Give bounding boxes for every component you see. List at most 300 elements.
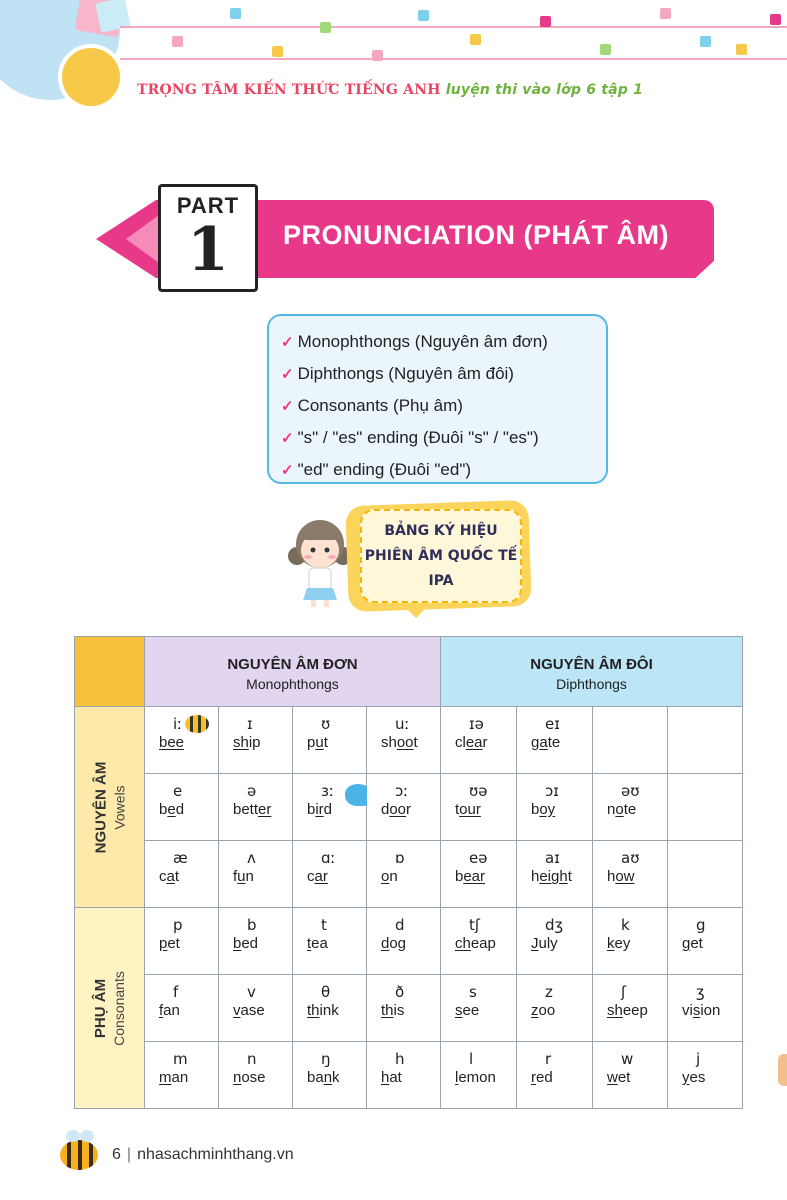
- ipa-cell: [441, 975, 517, 1042]
- monophthongs-header: [145, 637, 441, 707]
- bee-logo-icon: [60, 1140, 98, 1170]
- decor-dot: [470, 34, 481, 45]
- word-highlight: bee: [159, 734, 185, 751]
- ipa-symbol: e: [173, 782, 183, 800]
- word-suffix: d: [323, 801, 333, 818]
- ipa-cell: [293, 774, 367, 841]
- side-label-sub: Consonants: [111, 970, 127, 1046]
- ipa-symbol: s: [469, 983, 477, 1001]
- table-row: [75, 841, 743, 908]
- word-prefix: ba: [307, 1069, 324, 1086]
- topic-item: [281, 422, 606, 454]
- ipa-symbol: w: [621, 1050, 634, 1068]
- word-highlight: eigh: [539, 868, 568, 885]
- word-suffix: n: [389, 868, 398, 885]
- word-suffix: an: [171, 1069, 189, 1086]
- example-word: [307, 734, 366, 751]
- word-highlight: s: [455, 1002, 463, 1019]
- example-word: [682, 935, 742, 952]
- word-suffix: og: [389, 935, 407, 952]
- example-word: [307, 1069, 366, 1086]
- table-corner: [75, 637, 145, 707]
- ipa-cell: [517, 707, 593, 774]
- mono-header-sub: Monophthongs: [246, 675, 339, 692]
- side-label-sub: Vowels: [111, 784, 128, 830]
- decor-dot: [660, 8, 671, 19]
- ipa-cell: [441, 1042, 517, 1109]
- word-highlight: sh: [233, 734, 249, 751]
- ipa-cell: [441, 707, 517, 774]
- ipa-cell: [517, 1042, 593, 1109]
- ipa-symbol: ʃ: [621, 983, 627, 1001]
- example-word: [607, 1002, 667, 1019]
- ipa-symbol: æ: [173, 849, 188, 867]
- example-word: [381, 935, 440, 952]
- word-suffix: ose: [241, 1069, 266, 1086]
- ipa-symbol: j: [696, 1050, 701, 1068]
- example-word: [233, 1069, 292, 1086]
- ipa-symbol: n: [247, 1050, 257, 1068]
- ipa-symbol: tʃ: [469, 916, 480, 934]
- word-suffix: t: [567, 868, 572, 885]
- diphthongs-header: [441, 637, 743, 707]
- example-word: [531, 868, 592, 885]
- word-prefix: b: [307, 801, 316, 818]
- word-highlight: our: [459, 801, 481, 818]
- word-highlight: J: [531, 935, 539, 952]
- ipa-cell: [668, 975, 743, 1042]
- word-highlight: r: [531, 1069, 536, 1086]
- ipa-cell: [367, 975, 441, 1042]
- word-highlight: ow: [615, 868, 635, 885]
- book-title-main: TRỌNG TÂM KIẾN THỨC TIẾNG ANH: [137, 82, 441, 98]
- word-highlight: ar: [314, 868, 328, 885]
- example-word: [531, 734, 592, 751]
- decor-dot: [540, 16, 551, 27]
- decor-dot: [600, 44, 611, 55]
- decor-dot: [770, 14, 781, 25]
- word-suffix: r: [406, 801, 412, 818]
- ipa-cell: [593, 774, 668, 841]
- word-highlight: u: [237, 868, 246, 885]
- word-suffix: t: [413, 734, 418, 751]
- word-suffix: eap: [470, 935, 496, 952]
- word-suffix: ink: [319, 1002, 339, 1019]
- decor-line: [120, 26, 787, 28]
- table-header-row: [75, 637, 743, 707]
- ipa-symbol: b: [247, 916, 257, 934]
- word-prefix: d: [381, 801, 390, 818]
- word-suffix: te: [623, 801, 637, 818]
- ipa-symbol: ŋ: [321, 1050, 331, 1068]
- table-row: [75, 975, 743, 1042]
- table-row: [75, 1042, 743, 1109]
- example-word: [607, 1069, 667, 1086]
- word-prefix: t: [455, 801, 460, 818]
- word-suffix: uly: [538, 935, 558, 952]
- decor-line: [120, 58, 787, 60]
- check-icon: ✓: [281, 366, 294, 383]
- example-word: [381, 734, 440, 751]
- ipa-cell: [219, 707, 293, 774]
- ipa-cell: [145, 908, 219, 975]
- ipa-symbol: eə: [469, 849, 488, 867]
- topics-list: [267, 314, 608, 484]
- ipa-cell: [593, 975, 668, 1042]
- word-highlight: er: [258, 801, 272, 818]
- decor-dot: [172, 36, 183, 47]
- word-highlight: n: [233, 1069, 242, 1086]
- side-label-main: NGUYÊN ÂM: [92, 761, 110, 853]
- ipa-badge-line3: IPA: [428, 573, 454, 589]
- check-icon: ✓: [281, 430, 294, 447]
- example-word: [455, 935, 516, 952]
- word-suffix: ion: [700, 1002, 721, 1019]
- decor-circle-yellow: [58, 44, 124, 110]
- ipa-cell: [219, 975, 293, 1042]
- word-prefix: b: [531, 801, 540, 818]
- word-suffix: at: [389, 1069, 402, 1086]
- topic-item: [281, 454, 606, 486]
- ipa-symbol: ɔɪ: [545, 782, 559, 800]
- decor-dot: [372, 50, 383, 61]
- ipa-cell: [367, 1042, 441, 1109]
- ipa-cell: [668, 707, 743, 774]
- ipa-symbol: ɒ: [395, 849, 405, 867]
- example-word: [233, 868, 292, 885]
- word-prefix: p: [307, 734, 316, 751]
- publisher-site: nhasachminhthang.vn: [137, 1146, 294, 1163]
- ipa-cell: [293, 707, 367, 774]
- topic-text: Monophthongs (Nguyên âm đơn): [297, 332, 548, 351]
- ipa-badge: [360, 509, 522, 603]
- example-word: [233, 1002, 292, 1019]
- ipa-symbol: m: [173, 1050, 188, 1068]
- ipa-cell: [219, 1042, 293, 1109]
- part-banner: [96, 193, 714, 285]
- example-word: [455, 868, 516, 885]
- ipa-symbol: ʌ: [247, 849, 256, 867]
- word-highlight: m: [159, 1069, 172, 1086]
- word-highlight: ear: [463, 868, 486, 885]
- word-highlight: th: [381, 1002, 394, 1019]
- ipa-symbol: d: [395, 916, 405, 934]
- word-suffix: is: [393, 1002, 405, 1019]
- ipa-symbol: ʊə: [469, 782, 488, 800]
- word-suffix: ey: [614, 935, 631, 952]
- ipa-cell: [293, 908, 367, 975]
- ipa-cell: [668, 1042, 743, 1109]
- word-suffix: ase: [240, 1002, 265, 1019]
- topic-item: [281, 390, 606, 422]
- example-word: [455, 1069, 516, 1086]
- word-highlight: o: [615, 801, 624, 818]
- word-prefix: c: [159, 868, 167, 885]
- table-row: [75, 908, 743, 975]
- word-suffix: oo: [538, 1002, 556, 1019]
- ipa-badge-line1: BẢNG KÝ HIỆU: [384, 523, 498, 539]
- ipa-cell: [517, 774, 593, 841]
- ipa-cell: [668, 774, 743, 841]
- example-word: [531, 801, 592, 818]
- part-number-box: [158, 184, 258, 292]
- ipa-symbol: l: [469, 1050, 474, 1068]
- topic-text: Consonants (Phụ âm): [297, 396, 463, 415]
- example-word: [233, 801, 292, 818]
- word-highlight: w: [607, 1069, 618, 1086]
- word-prefix: sh: [381, 734, 397, 751]
- word-highlight: v: [233, 1002, 241, 1019]
- ipa-cell: [668, 841, 743, 908]
- topic-text: "s" / "es" ending (Đuôi "s" / "es"): [297, 428, 539, 447]
- ipa-cell: [367, 908, 441, 975]
- word-suffix: ee: [462, 1002, 480, 1019]
- example-word: [531, 1002, 592, 1019]
- word-highlight: oo: [396, 734, 414, 751]
- consonants-side-label: [75, 908, 145, 1109]
- ipa-symbol: g: [696, 916, 706, 934]
- ipa-symbol: θ: [321, 983, 331, 1001]
- ipa-cell: [219, 908, 293, 975]
- example-word: [381, 1069, 440, 1086]
- ipa-symbol: eɪ: [545, 715, 560, 733]
- ipa-cell: [145, 1042, 219, 1109]
- ipa-symbol: t: [321, 916, 327, 934]
- ipa-cell: [593, 707, 668, 774]
- ipa-symbol: uː: [395, 715, 410, 733]
- ipa-symbol: f: [173, 983, 179, 1001]
- side-label-main: PHỤ ÂM: [92, 978, 109, 1038]
- example-word: [159, 1069, 218, 1086]
- topic-item: [281, 358, 606, 390]
- word-suffix: te: [547, 734, 561, 751]
- word-suffix: et: [617, 1069, 631, 1086]
- example-word: [531, 1069, 592, 1086]
- side-label-text: [92, 761, 127, 853]
- footer-separator: |: [126, 1146, 132, 1163]
- decor-dot: [736, 44, 747, 55]
- ipa-symbol: ə: [247, 782, 257, 800]
- word-highlight: d: [381, 935, 390, 952]
- word-prefix: h: [531, 868, 540, 885]
- word-suffix: r: [482, 734, 488, 751]
- ipa-badge-line2: PHIÊN ÂM QUỐC TẾ: [364, 548, 518, 564]
- word-highlight: z: [531, 1002, 539, 1019]
- page-number: 6: [112, 1146, 121, 1163]
- check-icon: ✓: [281, 334, 294, 351]
- word-suffix: ed: [241, 935, 259, 952]
- example-word: [381, 801, 440, 818]
- ipa-cell: [145, 707, 219, 774]
- ipa-symbol: ɑː: [321, 849, 336, 867]
- word-suffix: t: [323, 734, 328, 751]
- example-word: [455, 1002, 516, 1019]
- vowels-side-label: [75, 707, 145, 908]
- word-highlight: t: [307, 935, 312, 952]
- ipa-symbol: v: [247, 983, 256, 1001]
- word-suffix: et: [690, 935, 703, 952]
- ipa-symbol: aʊ: [621, 849, 640, 867]
- word-prefix: n: [607, 801, 616, 818]
- decor-dot: [272, 46, 283, 57]
- word-prefix: g: [531, 734, 540, 751]
- word-suffix: es: [689, 1069, 706, 1086]
- word-suffix: an: [163, 1002, 180, 1019]
- word-prefix: bett: [233, 801, 259, 818]
- word-prefix: vi: [682, 1002, 693, 1019]
- word-suffix: n: [245, 868, 254, 885]
- word-highlight: n: [323, 1069, 333, 1086]
- ipa-symbol: aɪ: [545, 849, 560, 867]
- bee-icon: [185, 715, 209, 733]
- check-icon: ✓: [281, 462, 294, 479]
- example-word: [682, 1002, 742, 1019]
- decor-dot: [700, 36, 711, 47]
- check-icon: ✓: [281, 398, 294, 415]
- word-prefix: h: [607, 868, 616, 885]
- ipa-symbol: ɪ: [247, 715, 253, 733]
- word-prefix: cl: [455, 734, 466, 751]
- ipa-cell: [593, 1042, 668, 1109]
- example-word: [159, 868, 218, 885]
- ipa-symbol: k: [621, 916, 630, 934]
- ipa-cell: [593, 908, 668, 975]
- word-highlight: u: [315, 734, 324, 751]
- decor-dot: [320, 22, 331, 33]
- ipa-cell: [441, 774, 517, 841]
- ipa-cell: [367, 707, 441, 774]
- word-prefix: f: [233, 868, 238, 885]
- example-word: [159, 801, 218, 818]
- word-suffix: ed: [536, 1069, 553, 1086]
- ipa-cell: [145, 774, 219, 841]
- word-highlight: a: [539, 734, 548, 751]
- example-word: [682, 1069, 742, 1086]
- word-highlight: oo: [389, 801, 407, 818]
- word-suffix: ip: [248, 734, 261, 751]
- word-suffix: t: [174, 868, 180, 885]
- side-label-wrap: [75, 908, 144, 1108]
- ipa-symbol: ʒ: [696, 983, 705, 1001]
- ipa-symbol: ɜː: [321, 782, 335, 800]
- ipa-cell: [293, 975, 367, 1042]
- example-word: [607, 801, 667, 818]
- ipa-cell: [145, 841, 219, 908]
- ipa-symbol: ð: [395, 983, 405, 1001]
- word-suffix: ea: [311, 935, 328, 952]
- ipa-table: [74, 636, 743, 1109]
- example-word: [307, 935, 366, 952]
- word-highlight: h: [381, 1069, 390, 1086]
- ipa-symbol: əʊ: [621, 782, 640, 800]
- part-title: PRONUNCIATION (PHÁT ÂM): [283, 220, 669, 250]
- example-word: [381, 868, 440, 885]
- side-label-text: [92, 971, 127, 1046]
- word-suffix: emon: [458, 1069, 496, 1086]
- topic-text: Diphthongs (Nguyên âm đôi): [297, 364, 514, 383]
- example-word: [159, 734, 218, 751]
- example-word: [159, 935, 218, 952]
- ipa-cell: [367, 841, 441, 908]
- example-word: [307, 868, 366, 885]
- word-highlight: s: [692, 1002, 701, 1019]
- side-label-wrap: [75, 707, 144, 907]
- word-prefix: c: [307, 868, 315, 885]
- word-highlight: p: [159, 935, 168, 952]
- ipa-cell: [367, 774, 441, 841]
- example-word: [607, 868, 667, 885]
- ipa-symbol: dʒ: [545, 916, 564, 934]
- ipa-symbol: ɔː: [395, 782, 409, 800]
- example-word: [307, 1002, 366, 1019]
- example-word: [233, 935, 292, 952]
- example-word: [159, 1002, 218, 1019]
- ipa-symbol: iː: [173, 715, 183, 733]
- ipa-cell: [219, 841, 293, 908]
- book-title: [137, 82, 643, 98]
- example-word: [455, 801, 516, 818]
- topic-item: [281, 326, 606, 358]
- word-prefix: b: [455, 868, 464, 885]
- word-highlight: e: [167, 801, 176, 818]
- diph-header-sub: Diphthongs: [556, 675, 627, 692]
- ipa-cell: [219, 774, 293, 841]
- ipa-symbol: ɪə: [469, 715, 484, 733]
- example-word: [233, 734, 292, 751]
- girl-illustration-icon: [285, 512, 355, 608]
- ipa-symbol: p: [173, 916, 183, 934]
- mono-header-title: NGUYÊN ÂM ĐƠN: [227, 655, 358, 673]
- ipa-symbol: z: [545, 983, 553, 1001]
- ipa-cell: [441, 841, 517, 908]
- book-title-sub: luyện thi vào lớp 6 tập 1: [445, 82, 644, 98]
- example-word: [607, 935, 667, 952]
- word-highlight: b: [233, 935, 242, 952]
- decor-dot: [418, 10, 429, 21]
- word-highlight: th: [307, 1002, 320, 1019]
- word-highlight: g: [682, 935, 691, 952]
- ipa-symbol: ʊ: [321, 715, 331, 733]
- word-highlight: ea: [465, 734, 483, 751]
- ipa-cell: [517, 841, 593, 908]
- word-highlight: o: [381, 868, 390, 885]
- ipa-symbol: h: [395, 1050, 405, 1068]
- word-highlight: oy: [539, 801, 556, 818]
- word-highlight: ir: [315, 801, 324, 818]
- word-highlight: a: [166, 868, 175, 885]
- ipa-cell: [517, 975, 593, 1042]
- word-highlight: l: [455, 1069, 459, 1086]
- word-suffix: et: [167, 935, 180, 952]
- word-highlight: f: [159, 1002, 164, 1019]
- decor-dot: [230, 8, 241, 19]
- diph-header-title: NGUYÊN ÂM ĐÔI: [530, 655, 653, 673]
- word-prefix: b: [159, 801, 168, 818]
- ipa-cell: [668, 908, 743, 975]
- table-row: [75, 707, 743, 774]
- part-number: 1: [187, 215, 229, 285]
- word-highlight: sh: [607, 1002, 623, 1019]
- example-word: [381, 1002, 440, 1019]
- word-highlight: y: [682, 1069, 690, 1086]
- example-word: [455, 734, 516, 751]
- word-highlight: k: [607, 935, 615, 952]
- word-highlight: ch: [455, 935, 471, 952]
- page-footer: [60, 1140, 294, 1170]
- ipa-cell: [145, 975, 219, 1042]
- example-word: [531, 935, 592, 952]
- ipa-cell: [293, 1042, 367, 1109]
